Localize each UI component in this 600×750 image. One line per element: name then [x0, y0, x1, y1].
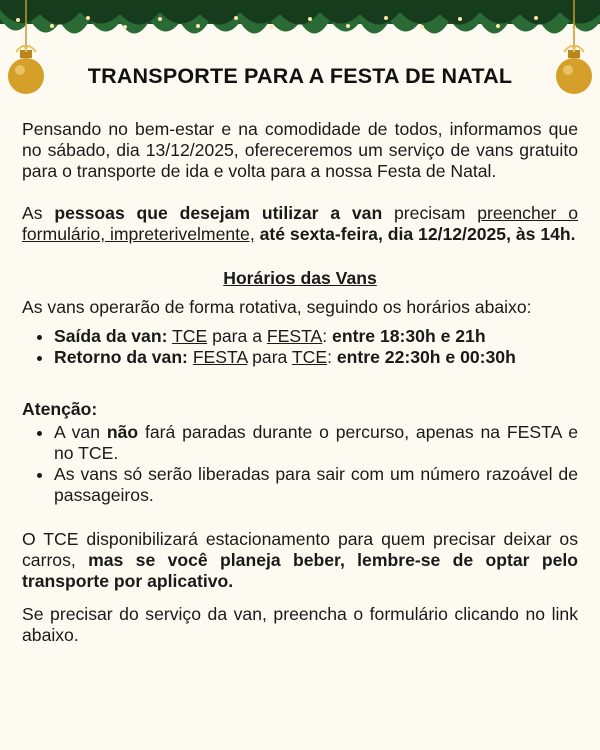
attention-title: Atenção:	[22, 399, 98, 419]
schedule-time: entre 18:30h e 21h	[327, 326, 486, 346]
schedule-list	[22, 326, 578, 368]
form-notice-prefix: As	[22, 203, 55, 223]
closing-paragraph: Se precisar do serviço da van, preencha o formulário clicando no link abaixo.	[22, 604, 578, 645]
schedule-time: entre 22:30h e 00:30h	[331, 347, 516, 367]
list-item: • A van não fará paradas durante o percurso, apenas na FESTA e no TCE.	[54, 422, 578, 464]
christmas-garland	[0, 0, 600, 60]
announcement-body	[22, 60, 578, 646]
list-item: • Saída da van: TCE para a FESTA: entre 18:30h e 21h	[54, 326, 578, 347]
list-item: • As vans só serão liberadas para sair com um número razoável de passageiros.	[54, 464, 578, 506]
parking-paragraph: O TCE disponibilizará estacionamento para quem precisar deixar os carros, mas se você planeja beber, lembre-se de optar pelo transporte por aplicativo.	[22, 529, 578, 591]
form-deadline: até sexta-feira, dia 12/12/2025, às 14h.	[259, 224, 576, 244]
form-link-text[interactable]: preencher o formulário, impreterivelmente,	[22, 203, 578, 244]
intro-paragraph: Pensando no bem-estar e na comodidade de todos, informamos que no sábado, dia 13/12/2025, ofereceremos um serviço de vans gratuito para o transporte de ida e volta para a nossa Festa de Natal.	[22, 119, 578, 181]
schedule-label: Saída da van:	[54, 326, 168, 346]
schedule-description: As vans operarão de forma rotativa, seguindo os horários abaixo:	[22, 297, 532, 317]
schedule-title: Horários das Vans	[223, 268, 377, 288]
form-notice-paragraph	[22, 203, 578, 245]
schedule-label: Retorno da van:	[54, 347, 188, 367]
page-title: TRANSPORTE PARA A FESTA DE NATAL	[87, 64, 513, 88]
form-notice-middle: precisam	[382, 203, 478, 223]
list-item: • Retorno da van: FESTA para TCE: entre 22:30h e 00:30h	[54, 347, 578, 368]
form-notice-people: pessoas que desejam utilizar a van	[54, 203, 383, 223]
attention-list	[22, 422, 578, 506]
